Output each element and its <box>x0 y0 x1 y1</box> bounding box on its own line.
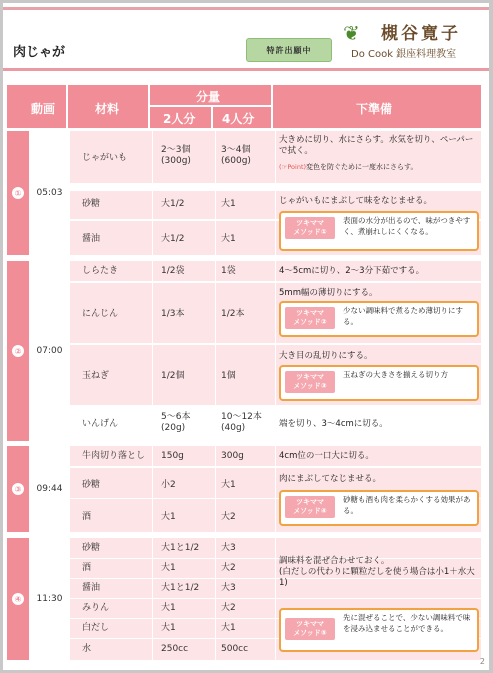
video-time[interactable]: 07:00 <box>29 261 70 441</box>
method-text: 玉ねぎの大きさを揃える切り方 <box>343 370 448 379</box>
amount-two: 大1/2 <box>161 234 185 244</box>
col-divider <box>275 261 276 405</box>
amount-four: 大2 <box>221 512 236 522</box>
leaf-icon: ❦ <box>343 21 360 45</box>
step-marker-bar <box>7 538 29 660</box>
top-rule <box>3 7 489 10</box>
amount-four: 大3 <box>221 543 236 553</box>
amount-two: 250cc <box>161 644 189 654</box>
step-marker-bar <box>7 446 29 532</box>
col-divider <box>215 261 216 405</box>
method-text: 先に混ぜることで、少ない調味料で味を浸み込ませることができる。 <box>343 613 471 633</box>
prep-point-note <box>279 162 479 173</box>
video-time[interactable]: 05:03 <box>29 131 70 255</box>
amount-four: 大3 <box>221 583 236 593</box>
method-text: 少ない調味料で煮るため薄切りにする。 <box>343 306 463 326</box>
amount-two: 1/2個 <box>161 371 185 381</box>
ingredient-name: しらたき <box>82 266 119 276</box>
amount-two: 大1 <box>161 512 176 522</box>
method-memo-4 <box>279 490 479 526</box>
method-text: 表面の水分が出るので、味がつきやすく、煮崩れしにくくなる。 <box>343 216 471 236</box>
amount-two: 小2 <box>161 480 176 490</box>
amount-two: 2〜3個 (300g) <box>161 145 191 166</box>
method-tag: ツキママ メソッド⑤ <box>285 618 335 640</box>
prep-note: 肉にまぶしてなじませる。 <box>279 474 382 484</box>
amount-four: 1/2本 <box>221 309 245 319</box>
col-divider <box>215 538 216 660</box>
header-divider <box>271 85 273 128</box>
video-time[interactable]: 11:30 <box>29 538 70 660</box>
ingredient-name: 醤油 <box>82 234 101 244</box>
amount-two: 5〜6本 (20g) <box>161 412 191 433</box>
amount-four: 1個 <box>221 371 236 381</box>
method-memo-3 <box>279 365 479 401</box>
amount-two: 1/2袋 <box>161 266 185 276</box>
video-time[interactable]: 09:44 <box>29 446 70 532</box>
col-divider <box>215 131 216 255</box>
amount-two: 大1 <box>161 623 176 633</box>
amount-two: 大1 <box>161 563 176 573</box>
ingredient-name: じゃがいも <box>82 153 128 163</box>
amount-four: 大1 <box>221 199 236 209</box>
step-marker: ① <box>12 187 24 199</box>
prep-note: 4〜5cmに切り、2〜3分下茹でする。 <box>279 266 425 276</box>
step-section-2 <box>7 261 481 441</box>
ingredient-name: 水 <box>82 644 92 654</box>
amount-two: 大1/2 <box>161 199 185 209</box>
step-marker-bar <box>7 261 29 441</box>
method-memo-2 <box>279 301 479 337</box>
brand-school: Do Cook 銀座料理教室 <box>351 49 457 60</box>
point-label: (☞Point) <box>279 163 307 171</box>
ingredient-name: 砂糖 <box>82 480 101 490</box>
amount-two: 150g <box>161 451 184 461</box>
prep-note: じゃがいもにまぶして味をなじませる。 <box>279 196 433 206</box>
col-divider <box>215 446 216 532</box>
col-divider <box>275 131 276 255</box>
ingredient-name: 酒 <box>82 512 92 522</box>
amount-four: 10〜12本 (40g) <box>221 412 262 433</box>
col-header-step: 動画 <box>31 102 56 116</box>
patent-pending-badge: 特許出願中 <box>246 38 332 62</box>
ingredient-name: 醤油 <box>82 583 101 593</box>
method-memo-5 <box>279 608 479 652</box>
ingredient-name: にんじん <box>82 309 119 319</box>
prep-note: 調味料を混ぜ合わせておく。 (白だしの代わりに顆粒だしを使う場合は小1＋水大1) <box>279 556 475 588</box>
amount-four: 大2 <box>221 563 236 573</box>
prep-note: 4cm位の一口大に切る。 <box>279 451 374 461</box>
amount-two: 大1と1/2 <box>161 583 200 593</box>
prep-note: 大きめに切り、水にさらす。水気を切り、ペーパーで拭く。 <box>279 135 474 156</box>
amount-four: 大2 <box>221 603 236 613</box>
amount-four: 大1 <box>221 623 236 633</box>
method-tag: ツキママ メソッド② <box>285 307 335 329</box>
amount-four: 大1 <box>221 234 236 244</box>
ingredient-name: 砂糖 <box>82 199 101 209</box>
col-divider <box>275 446 276 532</box>
amount-four: 300g <box>221 451 244 461</box>
brand-name: 槻谷寛子 <box>381 24 461 44</box>
amount-two: 大1 <box>161 603 176 613</box>
point-text: 変色を防ぐために一度水にさらす。 <box>306 163 418 171</box>
step-marker: ④ <box>12 593 24 605</box>
ingredient-name: 白だし <box>82 623 110 633</box>
amount-two: 大1と1/2 <box>161 543 200 553</box>
col-header-ingredient: 材料 <box>95 102 120 116</box>
prep-note: 大き目の乱切りにする。 <box>279 351 373 361</box>
col-divider <box>152 261 153 405</box>
ingredient-name: 酒 <box>82 563 92 573</box>
amount-two: 1/3本 <box>161 309 185 319</box>
header-divider <box>66 85 68 128</box>
ingredient-name: 牛肉切り落とし <box>82 451 146 461</box>
ingredient-name: 砂糖 <box>82 543 101 553</box>
col-header-two: 2人分 <box>163 112 196 126</box>
header-rule <box>3 68 489 71</box>
recipe-page <box>3 3 489 670</box>
ingredient-name: 玉ねぎ <box>82 371 110 381</box>
step-section-4 <box>7 538 481 660</box>
step-marker-bar <box>7 131 29 255</box>
step-section-3 <box>7 446 481 532</box>
col-divider <box>152 538 153 660</box>
ingredient-name: みりん <box>82 603 110 613</box>
step-marker: ② <box>12 345 24 357</box>
prep-note: 端を切り、3〜4cmに切る。 <box>279 419 388 429</box>
header-divider <box>211 107 213 128</box>
ingredient-name: いんげん <box>82 419 119 429</box>
method-tag: ツキママ メソッド③ <box>285 371 335 393</box>
step-section-1 <box>7 131 481 255</box>
col-divider <box>275 538 276 660</box>
amount-four: 500cc <box>221 644 249 654</box>
header-divider <box>148 105 271 107</box>
amount-four: 3〜4個 (600g) <box>221 145 251 166</box>
amount-four: 大1 <box>221 480 236 490</box>
prep-note: 5mm幅の薄切りにする。 <box>279 288 378 298</box>
col-header-prep: 下準備 <box>356 102 393 116</box>
page-title: 肉じゃが <box>13 45 66 60</box>
col-header-quantity: 分量 <box>196 90 221 104</box>
step-marker: ③ <box>12 483 24 495</box>
method-memo-1 <box>279 211 479 251</box>
col-divider <box>152 131 153 255</box>
amount-four: 1袋 <box>221 266 236 276</box>
page-number: 2 <box>479 657 485 666</box>
method-tag: ツキママ メソッド④ <box>285 496 335 518</box>
method-text: 砂糖も酒も肉を柔らかくする効果がある。 <box>343 495 471 515</box>
brand-logo <box>341 17 481 67</box>
method-tag: ツキママ メソッド① <box>285 217 335 239</box>
col-divider <box>152 446 153 532</box>
col-header-four: 4人分 <box>222 112 255 126</box>
